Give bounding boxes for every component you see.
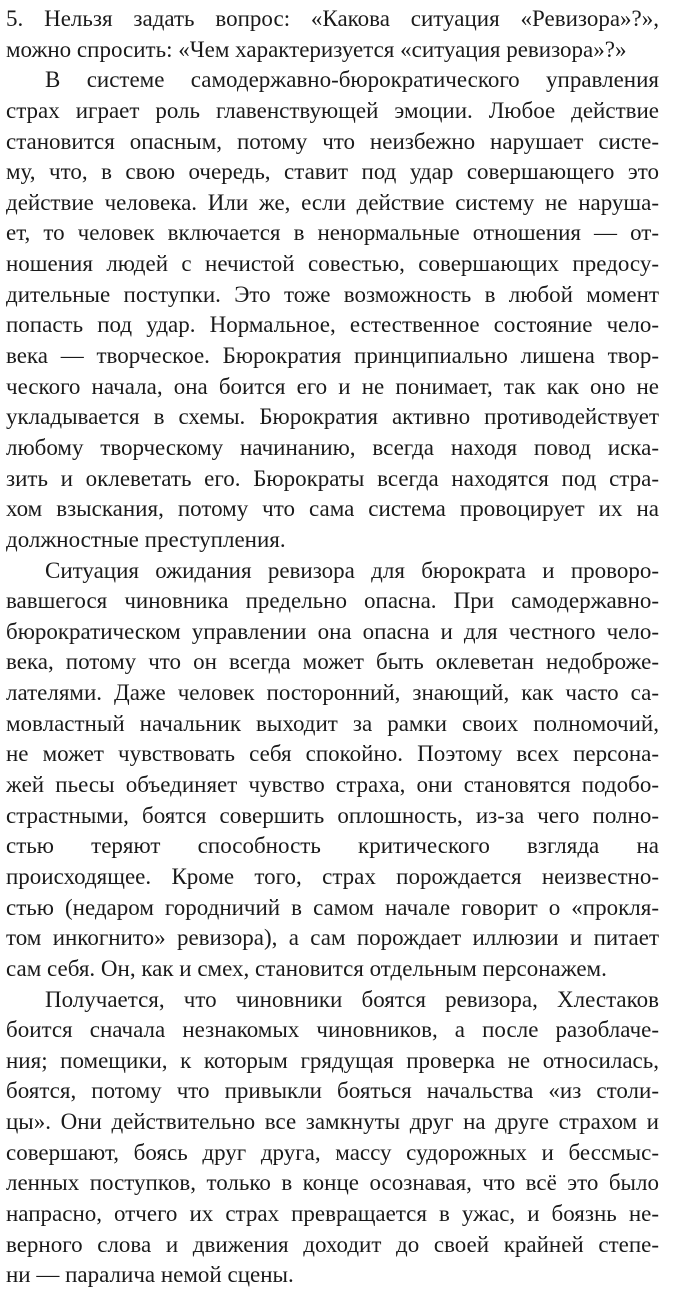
text-line: боится сначала незнакомых чиновников, а после разоблаче-: [6, 1017, 659, 1043]
text-line: ленных поступков, только в конце осознавая, что всё это было: [6, 1170, 659, 1196]
text-line: зить и оклеветать его. Бюрократы всегда находятся под стра-: [6, 465, 659, 491]
text-line: действие человека. Или же, если действие систему не наруша-: [6, 189, 659, 215]
text-line: мовластный начальник выходит за рамки своих полномочий,: [6, 710, 659, 736]
text-line: дительные поступки. Это тоже возможность в любой момент: [6, 281, 659, 307]
text-line: цы». Они действительно все замкнуты друг на друге страхом и: [6, 1109, 659, 1135]
text-line: том инкогнито» ревизора), а сам порождает иллюзии и питает: [6, 925, 659, 951]
text-line: лателями. Даже человек посторонний, знающий, как часто са-: [6, 680, 659, 706]
text-line: вавшегося чиновника предельно опасна. При самодержавно-: [6, 588, 659, 614]
text-line: Ситуация ожидания ревизора для бюрократа и проворо-: [45, 557, 659, 583]
text-line: сам себя. Он, как и смех, становится отдельным персонажем.: [6, 955, 607, 981]
text-line: бюрократическом управлении она опасна и для честного чело-: [6, 618, 659, 644]
text-line: хом взыскания, потому что сама система провоцирует их на: [6, 496, 659, 522]
text-line: века, потому что он всегда может быть оклеветан недоброже-: [6, 649, 659, 675]
text-line: ношения людей с нечистой совестью, совершающих предосу-: [6, 251, 659, 277]
text-line: Получается, что чиновники боятся ревизора, Хлестаков: [45, 986, 659, 1012]
text-line: века — творческое. Бюрократия принципиально лишена твор-: [6, 343, 659, 369]
paragraph-question: [6, 4, 659, 65]
text-line: ческого начала, она боится его и не понимает, так как оно не: [6, 373, 659, 399]
paragraph-inspector-situation: [6, 556, 659, 985]
text-line: стью (недаром городничий в самом начале говорит о «прокля-: [6, 894, 659, 920]
text-line: верного слова и движения доходит до своей крайней степе-: [6, 1231, 659, 1257]
text-line: напрасно, отчего их страх превращается в ужас, и боязнь не-: [6, 1200, 659, 1226]
text-line: попасть под удар. Нормальное, естественное состояние чело-: [6, 312, 659, 338]
text-line: любому творческому начинанию, всегда находя повод иска-: [6, 434, 659, 460]
text-line: совершают, боясь друг друга, массу судорожных и бессмыс-: [6, 1139, 659, 1165]
text-line: стью теряют способность критического взгляда на: [6, 833, 659, 859]
text-line: страстными, боятся совершить оплошность, из-за чего полно-: [6, 802, 659, 828]
text-line: му, что, в свою очередь, ставит под удар совершающего это: [6, 159, 659, 185]
text-line: страх играет роль главенствующей эмоции. Любое действие: [6, 97, 659, 123]
text-line: не может чувствовать себя спокойно. Поэтому всех персона-: [6, 741, 659, 767]
document-page: [6, 4, 659, 1291]
text-line: боятся, потому что привыкли бояться начальства «из столи-: [6, 1078, 659, 1104]
text-line: ния; помещики, к которым грядущая проверка не относилась,: [6, 1047, 659, 1073]
text-line: 5. Нельзя задать вопрос: «Какова ситуация «Ревизора»?»,: [6, 6, 659, 31]
text-line: происходящее. Кроме того, страх порождается неизвестно-: [6, 863, 659, 889]
paragraph-bureaucracy-fear: [6, 65, 659, 555]
text-line: ни — паралича немой сцены.: [6, 1262, 294, 1288]
paragraph-conclusion: [6, 985, 659, 1291]
text-line: можно спросить: «Чем характеризуется «ситуация ревизора»?»: [6, 36, 627, 62]
text-line: должностные преступления.: [6, 526, 286, 552]
text-line: В системе самодержавно-бюрократического управления: [45, 67, 659, 93]
text-line: жей пьесы объединяет чувство страха, они становятся подобо-: [6, 772, 659, 798]
text-line: ет, то человек включается в ненормальные отношения — от-: [6, 220, 659, 246]
text-line: становится опасным, потому что неизбежно нарушает систе-: [6, 128, 659, 154]
text-line: укладывается в схемы. Бюрократия активно противодействует: [6, 404, 659, 430]
